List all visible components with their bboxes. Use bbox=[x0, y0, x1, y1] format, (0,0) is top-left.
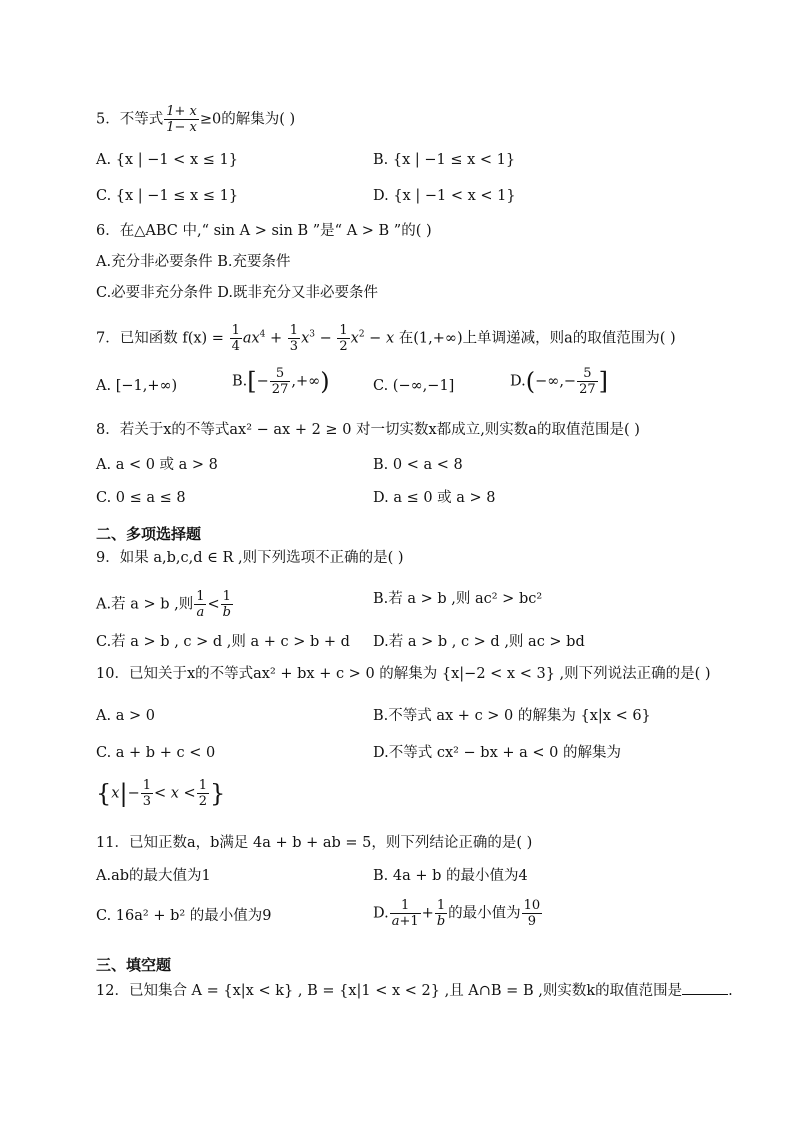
question-9-stem: 9．如果 a,b,c,d ∈ R ,则下列选项不正确的是( ) bbox=[96, 550, 404, 566]
q9-option-a: A.若 a > b ,则 $\frac{1}{a}$ < $\frac{1}{b}$ bbox=[96, 589, 231, 620]
q8-option-b: B. 0 < a < 8 bbox=[373, 457, 463, 473]
section-3-heading: 三、填空题 bbox=[96, 956, 172, 974]
q5-option-b: B. {x | −1 ≤ x < 1} bbox=[373, 152, 516, 168]
q10-option-d-set: {x|− $\frac{1}{3}$ < x < $\frac{1}{2}$ } bbox=[96, 778, 226, 809]
q7-d-den: 27 bbox=[579, 382, 596, 397]
q10-option-b: B.不等式 ax + c > 0 的解集为 {x|x < 6} bbox=[373, 708, 651, 724]
q11-d-val-den: 9 bbox=[527, 914, 537, 929]
q5-stem-post: ≥0的解集为( ) bbox=[199, 111, 296, 128]
q5-option-a: A. {x | −1 < x ≤ 1} bbox=[96, 152, 238, 168]
q5-option-d: D. {x | −1 < x < 1} bbox=[373, 188, 516, 204]
q10-d-den2: 2 bbox=[198, 794, 207, 809]
q5-option-c: C. {x | −1 ≤ x ≤ 1} bbox=[96, 188, 239, 204]
q7-stem-post: 在(1,+∞)上单调递减，则a的取值范围为( ) bbox=[398, 330, 676, 347]
q9-option-b: B.若 a > b ,则 ac² > bc² bbox=[373, 591, 543, 607]
q12-stem-text: 12．已知集合 A = {x|x < k} , B = {x|1 < x < 2} ,且 A∩B = B ,则实数k的取值范围是 bbox=[96, 983, 683, 999]
q7-frac-quarter: $\frac{1}{4}$ bbox=[231, 323, 240, 354]
q8-option-d: D. a ≤ 0 或 a > 8 bbox=[373, 490, 496, 506]
q11-option-b: B. 4a + b 的最小值为4 bbox=[373, 868, 528, 884]
q11-d-post: 的最小值为 bbox=[448, 905, 521, 922]
q12-end: . bbox=[728, 983, 733, 999]
q11-d-label: D. bbox=[373, 905, 389, 922]
q5-stem-pre: 5．不等式 bbox=[96, 111, 164, 128]
q10-option-d: D.不等式 cx² − bx + a < 0 的解集为 bbox=[373, 745, 621, 761]
q7-option-a: A. [−1,+∞) bbox=[96, 378, 178, 394]
q10-option-c: C. a + b + c < 0 bbox=[96, 745, 216, 761]
q10-d-den1: 3 bbox=[142, 794, 151, 809]
q11-d-val-num: 10 bbox=[523, 898, 541, 913]
q8-option-a: A. a < 0 或 a > 8 bbox=[96, 457, 218, 473]
q5-fraction bbox=[164, 104, 199, 135]
q7-stem-pre: 7．已知函数 f(x) = bbox=[96, 330, 224, 347]
question-8-stem: 8．若关于x的不等式ax² − ax + 2 ≥ 0 对一切实数x都成立,则实数a的取值范围是( ) bbox=[96, 422, 640, 438]
q9-option-c: C.若 a > b , c > d ,则 a + c > b + d bbox=[96, 634, 350, 650]
q7-b-num: 5 bbox=[270, 366, 291, 382]
q7-option-c: C. (−∞,−1] bbox=[373, 378, 455, 394]
q11-option-a: A.ab的最大值为1 bbox=[96, 868, 211, 884]
q11-option-d: D. $\frac{1}{a+1}$ + $\frac{1}{b}$ 的最小值为 $\frac{10}{9}$ bbox=[373, 898, 541, 929]
q7-b-den: 27 bbox=[271, 382, 289, 397]
section-2-heading: 二、多项选择题 bbox=[96, 525, 202, 543]
q5-frac-den: 1− x bbox=[166, 120, 197, 135]
question-11-stem: 11．已知正数a，b满足 4a + b + ab = 5，则下列结论正确的是( ) bbox=[96, 835, 533, 851]
question-7-stem: 7．已知函数 f(x) = $\frac{1}{4}$ $ax^4$ + $\frac{1}{3}$ $x^3$ − $\frac{1}{2}$ $x^2 - x$ 在(1,+∞)上单调递减，则a的取值范围为( ) bbox=[96, 323, 676, 354]
q10-d-num1: 1 bbox=[142, 778, 151, 793]
question-6-stem: 6．在△ABC 中,“ sin A > sin B ”是“ A > B ”的( ) bbox=[96, 223, 432, 239]
q8-option-c: C. 0 ≤ a ≤ 8 bbox=[96, 490, 186, 506]
q10-option-a: A. a > 0 bbox=[96, 708, 155, 724]
q9-a-pre: A.若 a > b ,则 bbox=[96, 596, 194, 613]
q7-frac-third: $\frac{1}{3}$ bbox=[289, 323, 299, 354]
question-5-stem bbox=[96, 104, 295, 135]
q7-d-num: 5 bbox=[577, 366, 598, 382]
q12-answer-blank[interactable] bbox=[682, 980, 728, 995]
q5-frac-num: 1+ x bbox=[166, 104, 197, 119]
q10-d-num2: 1 bbox=[198, 778, 207, 793]
q11-option-c: C. 16a² + b² 的最小值为9 bbox=[96, 908, 272, 924]
q7-d-label: D. bbox=[510, 373, 526, 390]
question-10-stem: 10．已知关于x的不等式ax² + bx + c > 0 的解集为 {x|−2 < x < 3} ,则下列说法正确的是( ) bbox=[96, 666, 711, 682]
question-12-stem bbox=[96, 980, 733, 1001]
q7-option-d: D.(−∞,− $\frac{5}{27}$ ] bbox=[510, 366, 609, 397]
q7-frac-half: $\frac{1}{2}$ bbox=[339, 323, 348, 354]
q6-options-ab: A.充分非必要条件 B.充要条件 bbox=[96, 254, 291, 270]
q6-options-cd: C.必要非充分条件 D.既非充分又非必要条件 bbox=[96, 285, 379, 301]
q9-option-d: D.若 a > b , c > d ,则 ac > bd bbox=[373, 634, 585, 650]
q7-option-b: B.[− $\frac{5}{27}$ ,+∞) bbox=[232, 366, 330, 397]
q7-b-label: B. bbox=[232, 373, 248, 390]
